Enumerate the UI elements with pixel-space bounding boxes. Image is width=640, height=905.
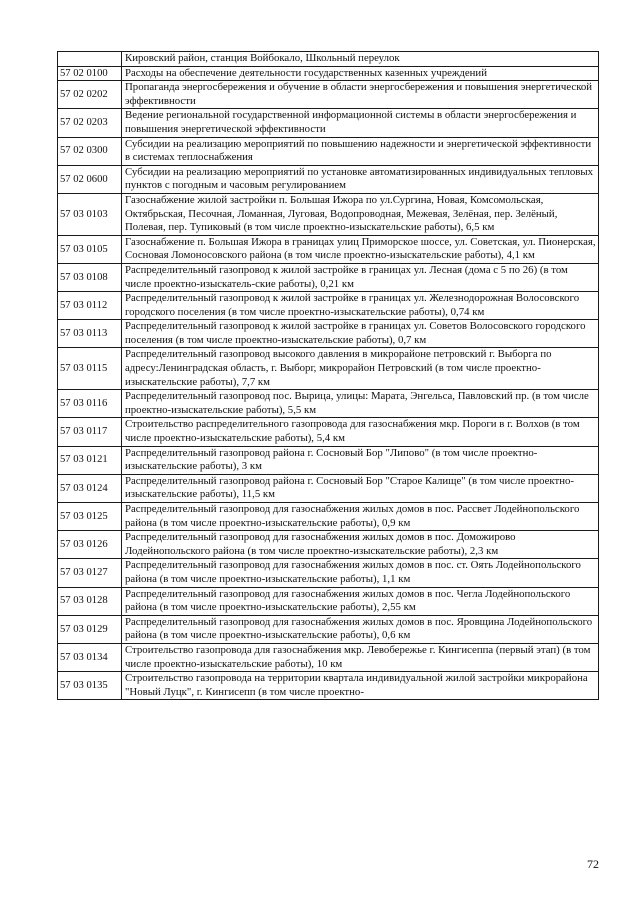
row-description: Распределительный газопровод к жилой застройке в границах ул. Железнодорожная Волосовского городского поселения (в том числе проектно-изыскательские работы), 0,74 км <box>122 292 599 320</box>
row-code: 57 03 0128 <box>58 587 122 615</box>
table-row <box>58 474 599 502</box>
row-code: 57 02 0100 <box>58 66 122 81</box>
table-row <box>58 672 599 700</box>
table-row <box>58 418 599 446</box>
row-code: 57 03 0113 <box>58 320 122 348</box>
budget-classification-table <box>57 51 599 700</box>
table-row <box>58 503 599 531</box>
table-row <box>58 559 599 587</box>
table-row <box>58 81 599 109</box>
row-code: 57 03 0105 <box>58 235 122 263</box>
row-code: 57 03 0115 <box>58 348 122 390</box>
row-code: 57 03 0125 <box>58 503 122 531</box>
row-description: Газоснабжение п. Большая Ижора в границах улиц Приморское шоссе, ул. Советская, ул. Пионерская, Сосновая Ломоносовского района (в том числе проектно-изыскательские работы), 4,1 км <box>122 235 599 263</box>
row-description: Распределительный газопровод района г. Сосновый Бор "Старое Калище" (в том числе проектно-изыскательские работы), 11,5 км <box>122 474 599 502</box>
table-row <box>58 587 599 615</box>
row-description: Распределительный газопровод для газоснабжения жилых домов в пос. Доможирово Лодейнопольского района (в том числе проектно-изыскательские работы), 2,3 км <box>122 531 599 559</box>
row-code: 57 03 0108 <box>58 263 122 291</box>
table-row <box>58 165 599 193</box>
row-description: Субсидии на реализацию мероприятий по установке автоматизированных индивидуальных тепловых пунктов с погодным и часовым регулированием <box>122 165 599 193</box>
table-row <box>58 643 599 671</box>
row-description: Субсидии на реализацию мероприятий по повышению надежности и энергетической эффективности в системах теплоснабжения <box>122 137 599 165</box>
row-code: 57 03 0121 <box>58 446 122 474</box>
page-number: 72 <box>587 857 599 871</box>
table-row <box>58 320 599 348</box>
row-code: 57 02 0203 <box>58 109 122 137</box>
table-body <box>58 52 599 700</box>
row-description: Распределительный газопровод к жилой застройке в границах ул. Лесная (дома с 5 по 26) (в том числе проектно-изыскатель-ские работы), 0,21 км <box>122 263 599 291</box>
table-row <box>58 390 599 418</box>
row-code: 57 03 0126 <box>58 531 122 559</box>
row-description: Распределительный газопровод для газоснабжения жилых домов в пос. ст. Оять Лодейнопольского района (в том числе проектно-изыскательские работы), 1,1 км <box>122 559 599 587</box>
row-code: 57 03 0103 <box>58 193 122 235</box>
row-description: Распределительный газопровод района г. Сосновый Бор "Липово" (в том числе проектно-изыскательские работы), 3 км <box>122 446 599 474</box>
row-code <box>58 52 122 67</box>
row-description: Строительство газопровода на территории квартала индивидуальной жилой застройки микрорайона "Новый Луцк", г. Кингисепп (в том числе проектно- <box>122 672 599 700</box>
row-code: 57 03 0112 <box>58 292 122 320</box>
row-description: Распределительный газопровод к жилой застройке в границах ул. Советов Волосовского городского поселения (в том числе проектно-изыскательские работы), 0,7 км <box>122 320 599 348</box>
table-row <box>58 235 599 263</box>
row-code: 57 03 0135 <box>58 672 122 700</box>
table-row <box>58 66 599 81</box>
row-description: Газоснабжение жилой застройки п. Большая Ижора по ул.Сургина, Новая, Комсомольская, Октябрьская, Песочная, Ломанная, Луговая, Водопроводная, Межевая, Зелёная, пер. Зелёный, Полевая, пер. Тупиковый (в том числе проектно-изыскательские работы), 6,5 км <box>122 193 599 235</box>
row-description: Распределительный газопровод пос. Вырица, улицы: Марата, Энгельса, Павловский пр. (в том числе проектно-изыскательские работы), 5,5 км <box>122 390 599 418</box>
row-code: 57 03 0116 <box>58 390 122 418</box>
row-description: Ведение региональной государственной информационной системы в области энергосбережения и повышения энергетической эффективности <box>122 109 599 137</box>
table-row <box>58 531 599 559</box>
row-description: Строительство газопровода для газоснабжения мкр. Левобережье г. Кингисеппа (первый этап) (в том числе проектно-изыскательские работы), 10 км <box>122 643 599 671</box>
row-description: Распределительный газопровод для газоснабжения жилых домов в пос. Рассвет Лодейнопольского района (в том числе проектно-изыскательские работы), 0,9 км <box>122 503 599 531</box>
row-description: Распределительный газопровод для газоснабжения жилых домов в пос. Яровщина Лодейнопольского района (в том числе проектно-изыскательские работы), 0,6 км <box>122 615 599 643</box>
row-code: 57 03 0127 <box>58 559 122 587</box>
row-code: 57 03 0124 <box>58 474 122 502</box>
table-row <box>58 109 599 137</box>
table-row <box>58 193 599 235</box>
row-code: 57 02 0202 <box>58 81 122 109</box>
table-row <box>58 292 599 320</box>
row-description: Расходы на обеспечение деятельности государственных казенных учреждений <box>122 66 599 81</box>
row-description: Распределительный газопровод высокого давления в микрорайоне петровский г. Выборга по адресу:Ленинградская область, г. Выборг, микрорайон Петровский (в том числе проектно-изыскательские работы), 7,7 км <box>122 348 599 390</box>
row-description: Кировский район, станция Войбокало, Школьный переулок <box>122 52 599 67</box>
table-row <box>58 446 599 474</box>
row-code: 57 02 0600 <box>58 165 122 193</box>
row-code: 57 02 0300 <box>58 137 122 165</box>
row-code: 57 03 0134 <box>58 643 122 671</box>
row-description: Пропаганда энергосбережения и обучение в области энергосбережения и повышения энергетической эффективности <box>122 81 599 109</box>
row-code: 57 03 0117 <box>58 418 122 446</box>
table-row <box>58 615 599 643</box>
table-row <box>58 348 599 390</box>
row-description: Распределительный газопровод для газоснабжения жилых домов в пос. Чегла Лодейнопольского района (в том числе проектно-изыскательские работы), 2,55 км <box>122 587 599 615</box>
row-code: 57 03 0129 <box>58 615 122 643</box>
table-row <box>58 52 599 67</box>
table-row <box>58 137 599 165</box>
row-description: Строительство распределительного газопровода для газоснабжения мкр. Пороги в г. Волхов (в том числе проектно-изыскательские работы), 5,4 км <box>122 418 599 446</box>
table-row <box>58 263 599 291</box>
